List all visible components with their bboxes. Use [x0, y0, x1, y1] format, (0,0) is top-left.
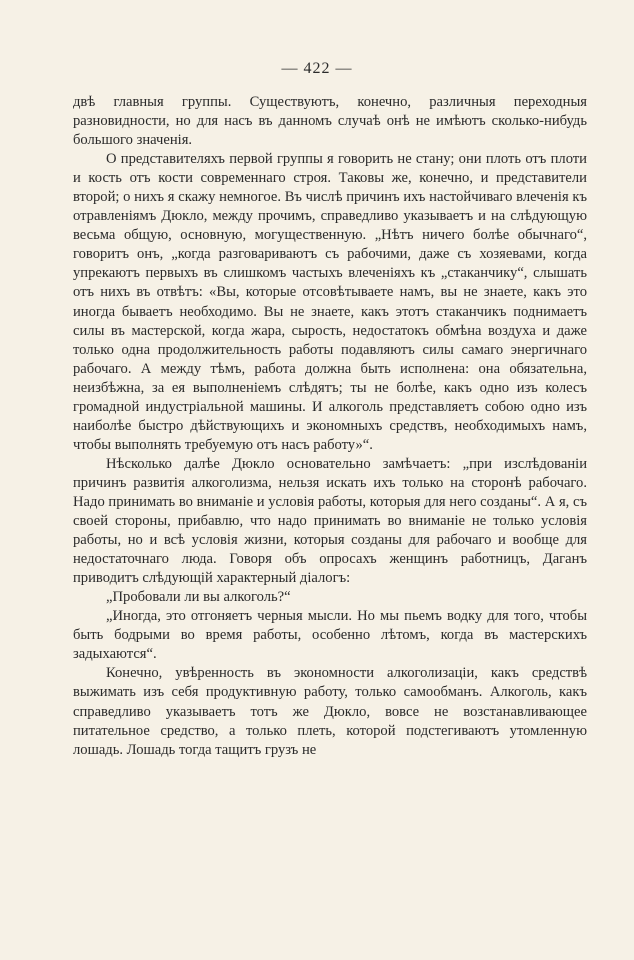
page-number: — 422 — — [281, 60, 353, 77]
paragraph: Нѣсколько далѣе Дюкло основательно замѣчаетъ: „при изслѣдованіи причинъ развитія алкоголизма, нельзя искать ихъ только на сторонѣ рабочаго. Надо принимать во вниманіе и условія работы, которыя для него созданы“. А я, съ своей стороны, прибавлю, что надо принимать во вниманіе не только условія работы, но и всѣ условія жизни, которыя созданы для рабочаго и вообще для недостаточнаго люда. Говоря объ опросахъ женщинъ работницъ, Даганъ приводитъ слѣдующій характерный діалогъ: — [73, 455, 587, 587]
paragraph: „Пробовали ли вы алкоголь?“ — [106, 589, 291, 606]
paragraph: О представителяхъ первой группы я говорить не стану; они плоть отъ плоти и кость отъ кости современнаго строя. Таковы же, конечно, и представители второй; о нихъ я скажу немногое. Въ числѣ причинъ ихъ настойчиваго влеченія къ отравленіямъ Дюкло, между прочимъ, справедливо указываетъ и на слѣдующую весьма общую, основную, могущественную. „Нѣтъ ничего болѣе обычнаго“, говоритъ онъ, „когда разговариваютъ съ рабочими, даже съ хозяевами, когда упрекаютъ первыхъ въ слишкомъ частыхъ влеченіяхъ къ „стаканчику“, слышать отъ нихъ въ отвѣтъ: «Вы, которые отсовѣтываете намъ, вы не знаете, какъ это иногда бываетъ необходимо. Вы не знаете, какъ этотъ стаканчикъ поднимаетъ силы въ мастерской, когда жара, сырость, недостатокъ обмѣна воздуха и даже только одна продолжительность работы подавляютъ силы самаго энергичнаго рабочаго. А между тѣмъ, работа должна быть исполнена: она обязательна, неизбѣжна, за ея выполненіемъ слѣдятъ; ты не болѣе, какъ одно изъ колесъ громадной индустріальной машины. И алкоголь представляетъ собою одно изъ наиболѣе быстро дѣйствующихъ и экономныхъ средствъ, необходимыхъ намъ, чтобы выполнять требуемую отъ насъ работу»“. — [73, 151, 587, 453]
paragraph: „Иногда, это отгоняетъ черныя мысли. Но мы пьемъ водку для того, чтобы быть бодрыми во время работы, особенно лѣтомъ, когда въ мастерскихъ задыхаются“. — [73, 608, 587, 663]
body-text — [73, 93, 587, 760]
paragraph: Конечно, увѣренность въ экономности алкоголизаціи, какъ средствѣ выжимать изъ себя продуктивную работу, только самообманъ. Алкоголь, какъ справедливо указываетъ тотъ же Дюкло, вовсе не возстанавливающее питательное средство, а только плеть, которой подстегиваютъ утомленную лошадь. Лошадь тогда тащитъ грузъ не — [73, 665, 587, 758]
paragraph: двѣ главныя группы. Существуютъ, конечно, различныя переходныя разновидности, но для насъ въ данномъ случаѣ онѣ не имѣютъ сколько-нибудь большого значенія. — [73, 94, 587, 149]
